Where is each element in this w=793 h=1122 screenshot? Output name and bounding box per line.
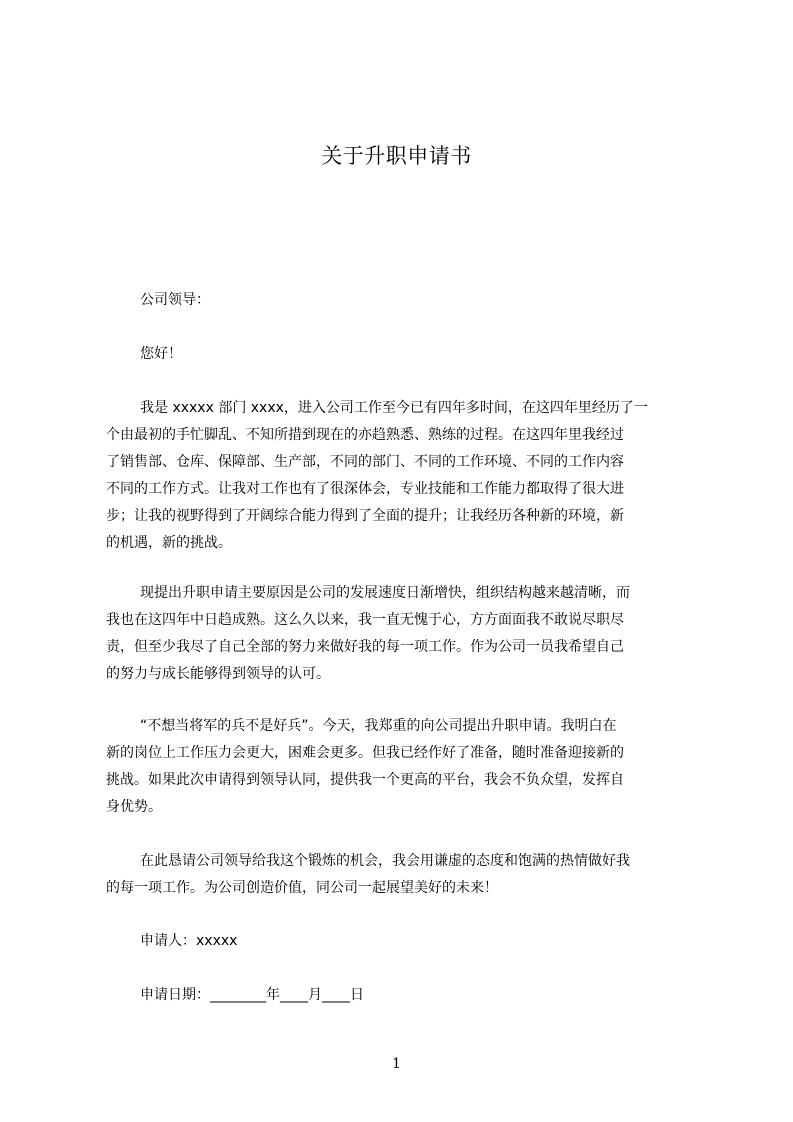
application-date-line: 申请日期：________年____月____日 [140,987,364,1003]
paragraph-4-line-2: 的每一项工作。为公司创造价值，同公司一起展望美好的未来！ [106,880,498,896]
applicant-line: 申请人：xxxxx [140,933,238,949]
paragraph-3-line-1: “不想当将军的兵不是好兵”。今天，我郑重的向公司提出升职申请。我明白在 [140,718,617,734]
paragraph-1-line-4: 不同的工作方式。让我对工作也有了很深体会，专业技能和工作能力都取得了很大进 [106,481,624,497]
document-title: 关于升职申请书 [321,144,472,168]
paragraph-1-line-5: 步；让我的视野得到了开阔综合能力得到了全面的提升；让我经历各种新的环境，新 [106,508,624,524]
paragraph-1-line-1: 我是 xxxxx 部门 xxxx，进入公司工作至今已有四年多时间，在这四年里经历了一 [140,400,648,416]
paragraph-1-line-6: 的机遇，新的挑战。 [106,535,232,551]
paragraph-3-line-4: 身优势。 [106,799,162,815]
paragraph-3-line-2: 新的岗位上工作压力会更大，困难会更多。但我已经作好了准备，随时准备迎接新的 [106,745,624,761]
greeting: 您好！ [140,346,182,362]
salutation: 公司领导： [140,292,210,308]
paragraph-2-line-1: 现提出升职申请主要原因是公司的发展速度日渐增快，组织结构越来越清晰，而 [140,585,630,601]
page-number: 1 [392,1056,401,1072]
paragraph-1-line-2: 个由最初的手忙脚乱、不知所措到现在的亦趋熟悉、熟练的过程。在这四年里我经过 [106,427,624,443]
paragraph-4-line-1: 在此恳请公司领导给我这个锻炼的机会，我会用谦虚的态度和饱满的热情做好我 [140,853,630,869]
paragraph-1-line-3: 了销售部、仓库、保障部、生产部，不同的部门、不同的工作环境、不同的工作内容 [106,454,624,470]
paragraph-2-line-4: 的努力与成长能够得到领导的认可。 [106,666,330,682]
paragraph-2-line-3: 责，但至少我尽了自己全部的努力来做好我的每一项工作。作为公司一员我希望自己 [106,639,624,655]
paragraph-2-line-2: 我也在这四年中日趋成熟。这么久以来，我一直无愧于心，方方面面我不敢说尽职尽 [106,612,624,628]
paragraph-3-line-3: 挑战。如果此次申请得到领导认同，提供我一个更高的平台，我会不负众望，发挥自 [106,772,624,788]
